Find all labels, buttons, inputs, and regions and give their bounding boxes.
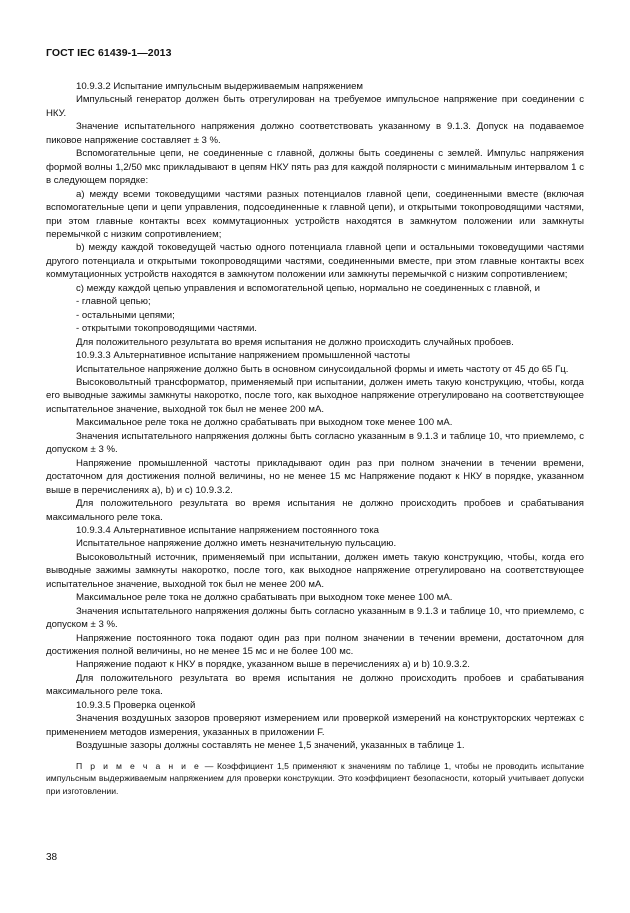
paragraph: 10.9.3.2 Испытание импульсным выдерживаемым напряжением (76, 81, 364, 92)
note-label: П р и м е ч а н и е (76, 760, 202, 771)
paragraph: Максимальное реле тока не должно срабатывать при выходном токе менее 100 мА. (76, 417, 453, 429)
document-body (46, 80, 584, 797)
list-item: - главной цепью; (76, 296, 151, 308)
paragraph: Значения испытательного напряжения должны быть согласно указанным в 9.1.3 и таблице 10, что приемлемо, с допуском ± 3 %. (46, 605, 584, 631)
document-header: ГОСТ IEC 61439-1—2013 (46, 47, 172, 59)
list-item: - открытыми токопроводящими частями. (76, 323, 257, 335)
section-heading: 10.9.3.5 Проверка оценкой (76, 699, 196, 711)
list-item: - остальными цепями; (76, 309, 175, 321)
paragraph: Высоковольтный источник, применяемый при испытании, должен иметь такую конструкцию, чтобы, когда его выводные зажимы замкнуты накоротко, после того, как выходное напряжение отрегулировано на соответствующее испытательное значение, выходной ток был не менее 200 мА. (46, 551, 584, 590)
paragraph: Для положительного результата во время испытания не должно происходить случайных пробоев. (76, 336, 514, 348)
paragraph: Вспомогательные цепи, не соединенные с главной, должны быть соединены с землей. Импульс напряжения формой волны 1,2/50 мкс прикладывают в цепям НКУ пять раз для каждой полярности с минимальным интервалом 1 с в следующем порядке: (46, 148, 584, 187)
paragraph: a) между всеми токоведущими частями разных потенциалов главной цепи, соединенными вместе (включая вспомогательные цепи и цепи управления, подсоединенные к главной цепи), и открытыми токопроводящими частями, при этом главные контакты всех коммутационных устройств находятся в замкнутом положении или замкнуты перемычкой с низким сопротивлением; (46, 188, 584, 240)
paragraph: Воздушные зазоры должны составлять не менее 1,5 значений, указанных в таблице 1. (76, 740, 465, 752)
paragraph: Значение испытательного напряжения должно соответствовать указанному в 9.1.3. Допуск на подаваемое пиковое напряжение составляет ± 3 %. (46, 121, 584, 146)
page-number: 38 (46, 852, 58, 863)
paragraph: Испытательное напряжение должно быть в основном синусоидальной формы и иметь частоту от 45 до 65 Гц. (76, 363, 569, 375)
paragraph: Импульсный генератор должен быть отрегулирован на требуемое импульсное напряжение при соединении с НКУ. (46, 94, 584, 119)
paragraph: Напряжение промышленной частоты прикладывают один раз при полном значении в течении времени, достаточном для достижения полной величины, но не менее 15 мс Напряжение подают к НКУ в порядке, указанном выше в перечислениях a), b) и c) 10.9.3.2. (46, 457, 584, 496)
note-text: — Коэффициент 1,5 применяют к значениям по таблице 1, чтобы не проводить испытание импульсным выдерживаемым напряжением для проверки конструкции. Это коэффициент безопасности, который учитывает допуски при изготовлении. (46, 760, 584, 796)
section-heading: 10.9.3.3 Альтернативное испытание напряжением промышленной частоты (76, 350, 411, 362)
paragraph: Значения воздушных зазоров проверяют измерением или проверкой измерений на конструкторских чертежах с применением методов измерения, указанных в приложении F. (46, 713, 584, 738)
paragraph: Испытательное напряжение должно иметь незначительную пульсацию. (76, 538, 397, 550)
paragraph: Высоковольтный трансформатор, применяемый при испытании, должен иметь такую конструкцию, чтобы, когда его выводные зажимы замкнуты накоротко, после того, как выходное напряжение отрегулировано на соответствующее испытательное значение, выходной ток был не менее 200 мА. (46, 376, 584, 415)
paragraph: b) между каждой токоведущей частью одного потенциала главной цепи и остальными токоведущими частями другого потенциала и открытыми токопроводящими частями, соединенными вместе, при этом главные контакты всех коммутационных устройств находятся в замкнутом положении или замкнуты перемычкой с низким сопротивлением; (46, 242, 584, 281)
paragraph: Для положительного результата во время испытания не должно происходить пробоев и срабатывания максимального реле тока. (46, 498, 584, 523)
note (46, 760, 584, 798)
section-heading: 10.9.3.4 Альтернативное испытание напряжением постоянного тока (76, 524, 379, 536)
paragraph: Максимальное реле тока не должно срабатывать при выходном токе менее 100 мА. (76, 592, 453, 604)
paragraph: Напряжение постоянного тока подают один раз при полном значении в течении времени, достаточном для достижения полной величины, но не менее 15 мс и не более 100 мс. (46, 632, 584, 658)
paragraph: c) между каждой цепью управления и вспомогательной цепью, нормально не соединенных с главной, и (76, 282, 540, 294)
paragraph: Для положительного результата во время испытания не должно происходить пробоев и срабатывания максимального реле тока. (46, 672, 584, 698)
paragraph: Значения испытательного напряжения должны быть согласно указанным в 9.1.3 и таблице 10, что приемлемо, с допуском ± 3 %. (46, 430, 584, 456)
paragraph: Напряжение подают к НКУ в порядке, указанном выше в перечислениях a) и b) 10.9.3.2. (76, 659, 470, 671)
